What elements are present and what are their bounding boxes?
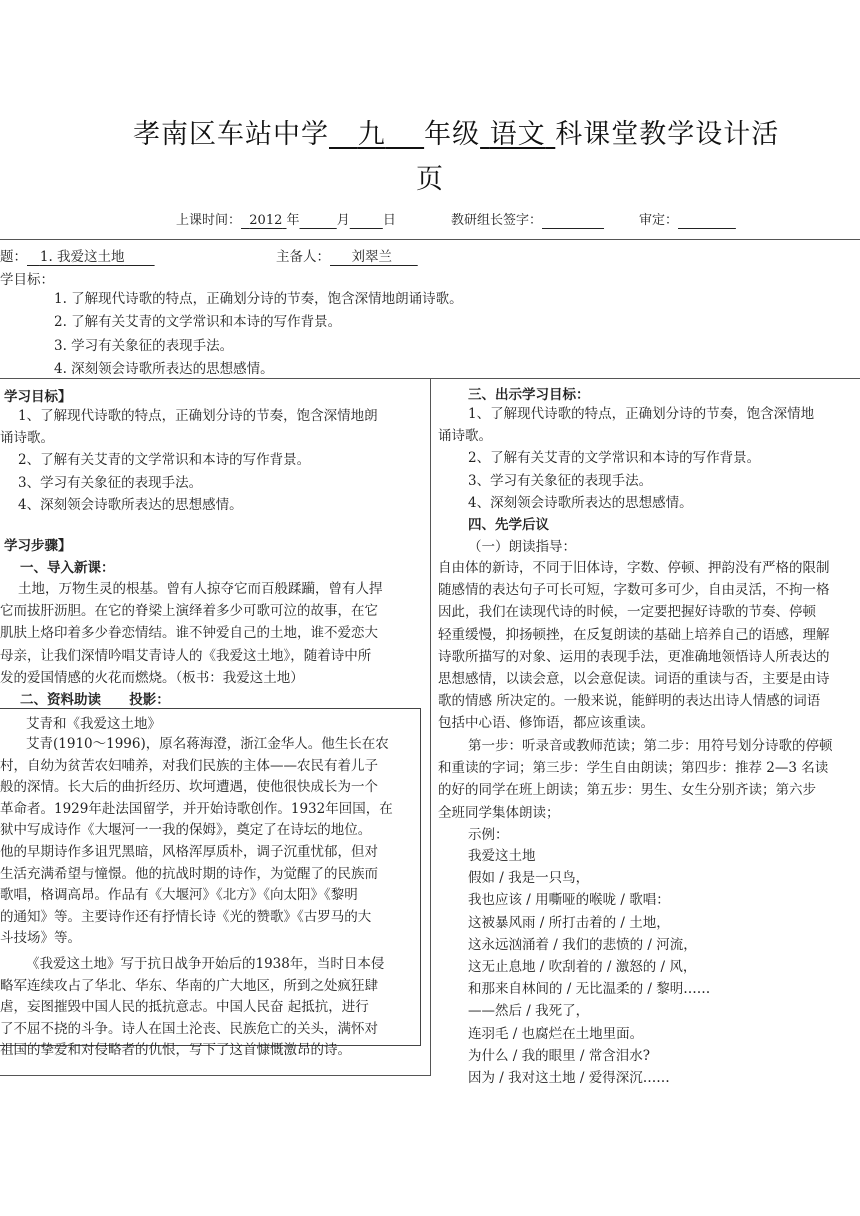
poem-line: 和那来自林间的 / 无比温柔的 / 黎明……	[468, 981, 711, 998]
intro-heading: 一、导入新课：	[20, 560, 115, 576]
table-top-border	[0, 239, 860, 240]
month-blank	[300, 213, 337, 228]
leader-blank	[542, 213, 604, 228]
lesson-topic	[0, 245, 155, 265]
right-goal-item: 3、学习有关象征的表现手法。	[468, 472, 653, 489]
grade-value: 九	[357, 119, 386, 150]
right-goals-heading: 三、出示学习目标：	[468, 387, 590, 403]
page-title	[133, 112, 779, 151]
table-column-divider	[430, 378, 431, 1075]
objectives-list	[54, 288, 463, 381]
poem-line: 因为 / 我对这土地 / 爱得深沉……	[468, 1070, 670, 1087]
leader-signature	[451, 209, 604, 228]
poem-line: 这无止息地 / 吹刮着的 / 激怒的 / 风，	[468, 959, 697, 976]
reading-guide-heading: （一）朗读指导：	[468, 539, 576, 555]
lesson-owner	[276, 245, 418, 265]
topic-label: 题：	[0, 249, 27, 265]
left-goals-heading: 学习目标】	[4, 389, 72, 405]
table-bottom-border	[0, 1075, 431, 1076]
leader-label: 教研组长签字：	[451, 213, 543, 228]
time-label: 上课时间：	[176, 213, 242, 228]
objective-item: 4. 深刻领会诗歌所表达的思想感情。	[54, 360, 274, 377]
author-bio: 艾青(1910～1996)，原名蒋海澄，浙江金华人。他生长在农 村，自幼为贫苦农妇哺养，对我们民族的主体——农民有着儿子 般的深情。长大后的曲折经历、坎坷遭遇，使他很快成长为一个 革命者。1929年赴法国留学，并开始诗歌创作。1932年回国，在 狱中写成诗作《大堰河一一我的保姆》，奠定了在诗坛的地位。 他的早期诗作多诅咒黑暗，风格浑厚质朴，调子沉重忧郁，但对 生活充满希望与憧憬。他的抗战时期的诗作，为觉醒了的民族而 歌唱，格调高昂。作品有《大堰河》《北方》《向太阳》《黎明 的通知》等。主要诗作还有抒情长诗《光的赞歌》《古罗马的大 斗技场》等。	[0, 736, 393, 947]
year-label: 年	[286, 213, 300, 228]
material-heading: 二、资料助读 投影：	[20, 692, 170, 708]
poem-line: 我爱这土地	[468, 848, 536, 864]
example-label: 示例：	[468, 827, 509, 843]
page-title-line2: 页	[416, 164, 444, 195]
owner-value: 刘翠兰	[351, 249, 392, 265]
reading-steps: 第一步：听录音或教师范读；第二步：用符号划分诗歌的停顿 和重读的字词；第三步：学生自由朗读；第四步：推荐 2—3 名读 的好的同学在班上朗读；第五步：男生、女生分别齐读；第六步 全班同学集体朗读；	[438, 738, 833, 821]
left-goals-list	[0, 405, 426, 516]
poem-line: 这被暴风雨 / 所打击着的 / 土地，	[468, 914, 670, 931]
grade-label: 年级	[424, 119, 481, 150]
poem-line: ——然后 / 我死了，	[468, 1003, 590, 1020]
month-label: 月	[336, 213, 350, 228]
right-goal-item: 1、了解现代诗歌的特点，正确划分诗的节奏，饱含深情地	[468, 406, 815, 422]
reading-guide-text: 自由体的新诗，不同于旧体诗，字数、停顿、押韵没有严格的限制 随感情的表达句子可长可短，字数可多可少，自由灵活，不拘一格 因此，我们在读现代诗的时候，一定要把握好诗歌的节奏、停顿 轻重缓慢，抑扬顿挫，在反复朗读的基础上培养自己的语感，理解 诗歌所描写的对象、运用的表现手法，更准确地领悟诗人所表达的 思想感情，以读会意，以会意促读。词语的重读与否，主要是由诗 歌的情感 所决定的。一般来说，能鲜明的表达出诗人情感的词语 包括中心语、修饰语，都应该重读。	[438, 560, 830, 732]
right-goal-item: 诵诗歌。	[438, 428, 492, 445]
review-label: 审定：	[639, 213, 679, 228]
left-goal-item: 3、学习有关象征的表现手法。	[18, 474, 203, 491]
right-goals-list	[438, 403, 814, 514]
objectives-heading: 学目标：	[0, 272, 54, 288]
poem-line: 这永远汹涌着 / 我们的悲愤的 / 河流，	[468, 936, 697, 953]
objective-item: 1. 了解现代诗歌的特点，正确划分诗的节奏，饱含深情地朗诵诗歌。	[54, 291, 463, 307]
left-goal-item: 4、深刻领会诗歌所表达的思想感情。	[18, 496, 243, 513]
day-blank	[350, 213, 383, 228]
left-goal-item: 1、了解现代诗歌的特点，正确划分诗的节奏，饱含深情地朗	[18, 408, 378, 424]
right-goal-item: 4、深刻领会诗歌所表达的思想感情。	[468, 494, 693, 511]
topic-value: 1. 我爱这土地	[39, 249, 125, 265]
left-steps-heading: 学习步骤】	[4, 538, 72, 554]
pre-study-heading: 四、先学后议	[468, 517, 549, 533]
day-label: 日	[382, 213, 396, 228]
objective-item: 3. 学习有关象征的表现手法。	[54, 337, 234, 354]
intro-paragraph: 土地，万物生灵的根基。曾有人掠夺它而百般蹂躏，曾有人捍 它而拔肝沥胆。在它的脊梁上演绎着多少可歌可泣的故事，在它 肌肤上烙印着多少眷恋情结。谁不钟爱自己的土地，谁不爱恋大 母亲，让我们深情吟唱艾青诗人的《我爱这土地》，随着诗中所 发的爱国情感的火花而燃烧。（板书：我爱这土地）	[0, 581, 383, 686]
owner-label: 主备人：	[276, 249, 330, 265]
year-value: 2012	[249, 213, 283, 228]
poem-example	[468, 845, 710, 1089]
left-goal-item: 诵诗歌。	[0, 430, 54, 447]
right-goal-item: 2、了解有关艾青的文学常识和本诗的写作背景。	[468, 450, 761, 467]
subject-suffix: 科课堂教学设计活	[555, 119, 780, 150]
review-signature	[639, 209, 736, 228]
school-name: 孝南区车站中学	[133, 119, 329, 150]
left-goal-item: 2、了解有关艾青的文学常识和本诗的写作背景。	[18, 452, 311, 469]
box-title: 艾青和《我爱这土地》	[26, 716, 161, 732]
poem-line: 假如 / 我是一只鸟，	[468, 870, 590, 887]
objective-item: 2. 了解有关艾青的文学常识和本诗的写作背景。	[54, 314, 342, 331]
subject-value: 语文	[489, 119, 546, 150]
poem-background: 《我爱这土地》写于抗日战争开始后的1938年，当时日本侵 略军连续攻占了华北、华东、华南的广大地区，所到之处疯狂肆 虐，妄图摧毁中国人民的抵抗意志。中国人民奋 起抵抗，进行 了不屈不挠的斗争。诗人在国土沦丧、民族危亡的关头，满怀对 祖国的挚爱和对侵略者的仇恨，写下了这首慷慨激昂的诗。	[0, 956, 385, 1059]
review-blank	[678, 213, 736, 228]
poem-line: 连羽毛 / 也腐烂在土地里面。	[468, 1025, 644, 1042]
poem-line: 我也应该 / 用嘶哑的喉咙 / 歌唱：	[468, 892, 670, 909]
poem-line: 为什么 / 我的眼里 / 常含泪水?	[468, 1047, 650, 1064]
class-time	[176, 209, 396, 228]
